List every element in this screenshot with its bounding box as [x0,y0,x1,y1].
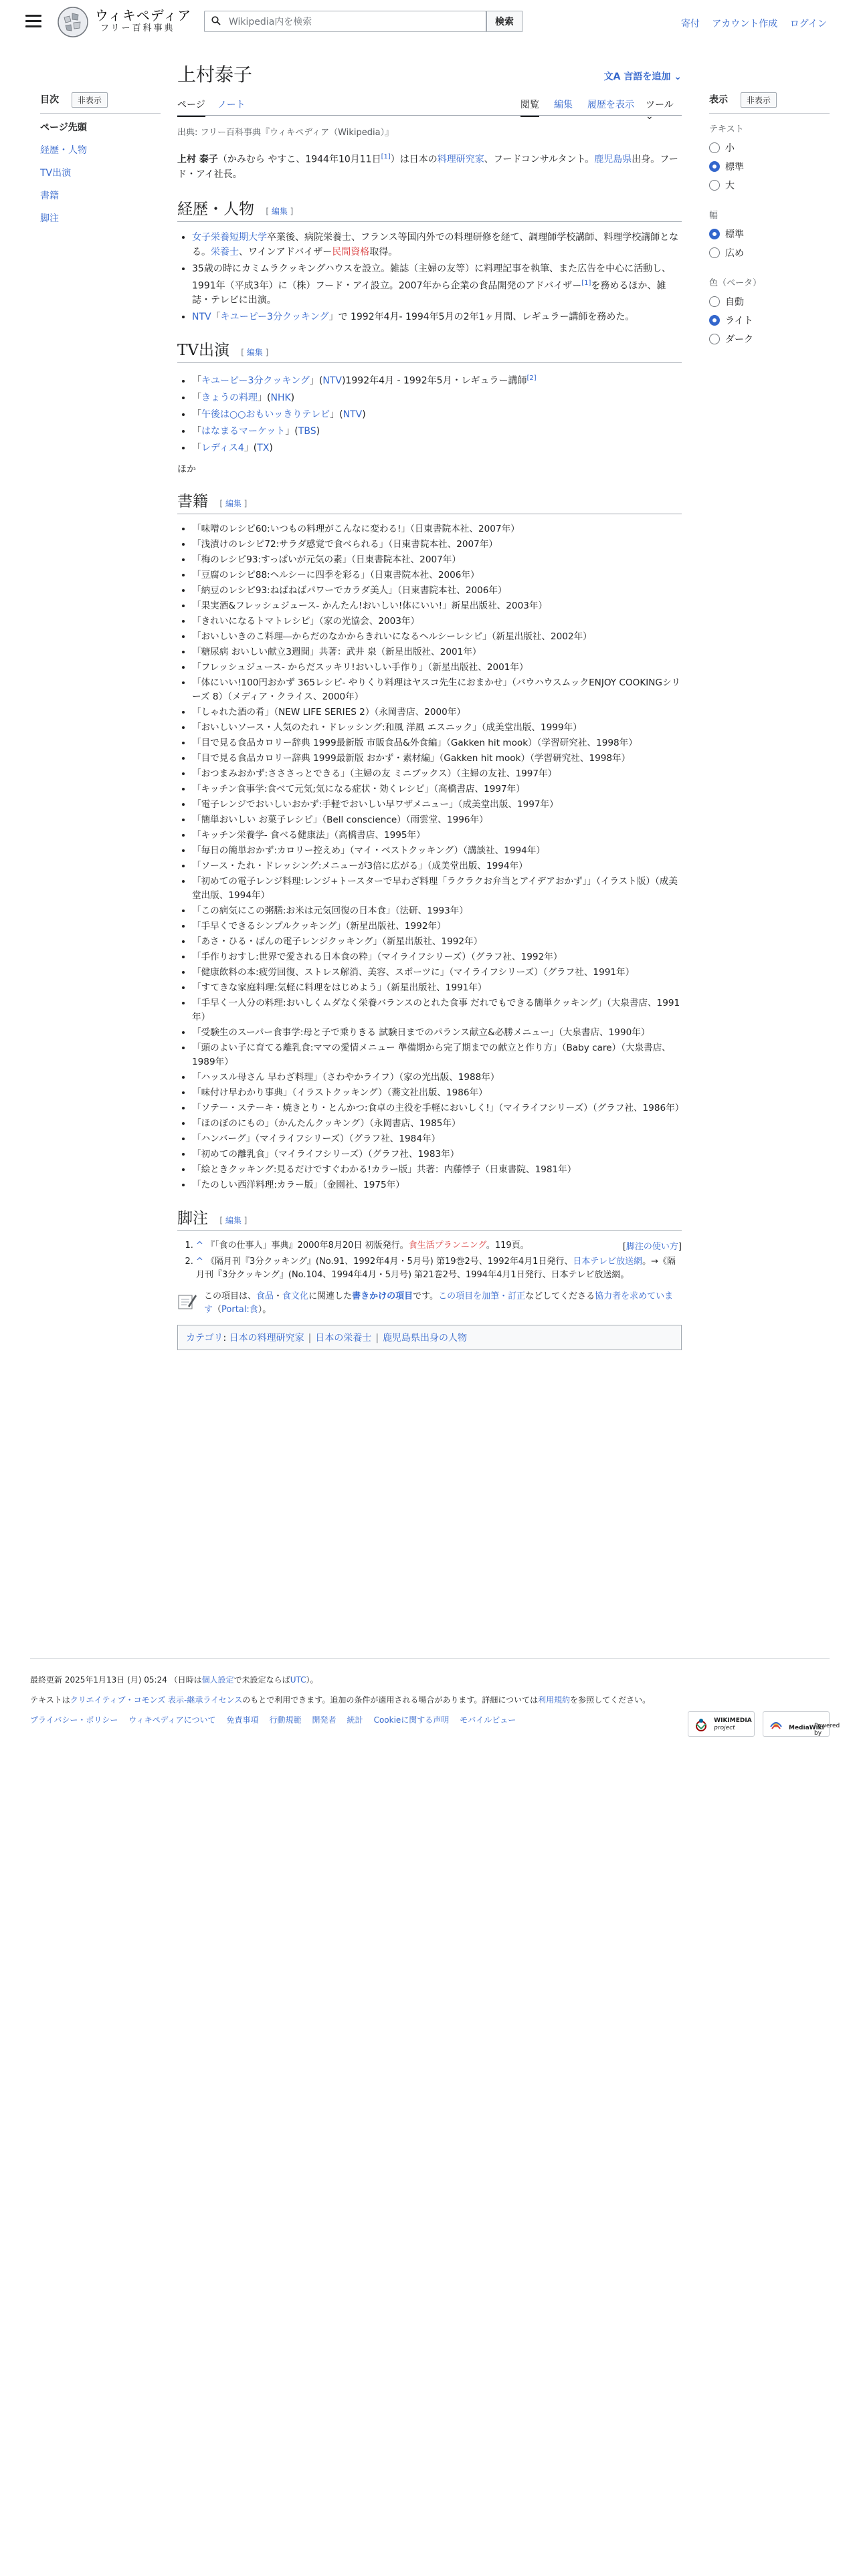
chevron-down-icon: ⌄ [646,111,654,122]
search-button[interactable]: 検索 [486,11,522,32]
toc-item-career[interactable]: 経歴・人物 [40,145,87,156]
color-label: 色（ベータ） [709,278,762,288]
tab-talk[interactable]: ノート [217,100,246,110]
category-links: カテゴリ: 日本の料理研究家 | 日本の栄養士 | 鹿児島県出身の人物 [177,1325,682,1350]
footer-link[interactable]: モバイルビュー [460,1715,516,1725]
radio-icon [709,161,720,172]
wikipedia-wordmark[interactable] [95,8,191,34]
tv-network-link[interactable]: TX [257,442,270,453]
tab-tools[interactable] [646,98,682,122]
footer-link[interactable]: 行動規範 [269,1715,302,1725]
footnote-help-link[interactable]: [脚注の使い方] [622,1241,682,1252]
toc-title: 目次 [40,94,59,106]
radio-icon [709,142,720,153]
book-list-item: • 「ハッスル母さん 早わざ料理」（さわやかライフ）（家の光出版、1988年） [192,1071,682,1085]
source-note: 出典: フリー百科事典『ウィキペディア（Wikipedia）』 [177,128,394,138]
footer-link[interactable]: 免責事項 [226,1715,259,1725]
width-option[interactable] [709,243,830,262]
tv-list-item: • 「きょうの料理」(NHK) [192,391,682,405]
tv-program-link[interactable]: レディス4 [201,442,244,453]
tv-after-note: ほか [177,463,196,475]
books-list [192,522,682,1192]
list-item: • 35歳の時にカミムラクッキングハウスを設立。雑誌（主婦の友等）に料理記事を執筆、また広告を中心に活動し、1991年（平成3年）に（株）フード・アイ設立。2007年から企業の食品開発のアドバイザー[1]を務めるほか、雑誌・テレビに出演。 [192,261,682,308]
page-tabs [177,92,682,122]
section-edit-link[interactable]: [ 編集 ] [266,206,294,216]
color-option-label: ライト [725,316,753,326]
link-cooking-researcher[interactable]: 料理研究家 [437,154,484,165]
wikimedia-icon [694,1717,708,1732]
user-links [672,17,827,30]
tv-network-link[interactable]: TBS [298,425,316,437]
tools-label: ツール [646,100,674,110]
create-account-link[interactable]: アカウント作成 [712,19,778,29]
tab-read[interactable]: 閲覧 [520,98,539,117]
book-list-item: • 「ハンバーグ」（マイライフシリーズ）（グラフ社、1984年） [192,1132,682,1146]
book-list-item: • 「果実酒&フレッシュジュース- かんたん!おいしい!体にいい!」新星出版社、2003年） [192,599,682,613]
stub-notice: この項目は、食品・食文化に関連した書きかけの項目です。この項目を加筆・訂正などしてくださる協力者を求めています（Portal:食）。 [177,1290,682,1317]
tv-list-item: • 「レディス4」(TX) [192,441,682,455]
toc-item-tv[interactable]: TV出演 [40,168,72,179]
text-size-option-label: 大 [725,181,735,191]
tv-network-link[interactable]: NTV [343,409,363,420]
footer-link[interactable]: Cookieに関する声明 [373,1715,450,1725]
tv-program-link[interactable]: キユーピー3分クッキング [201,375,310,387]
book-list-item: • 「おつまみおかず:さささっとできる」（主婦の友 ミニブックス）（主婦の友社、1997年） [192,767,682,781]
radio-icon [709,229,720,239]
radio-icon [709,247,720,258]
toc-item-top[interactable]: ページ先頭 [40,122,87,133]
tv-network-link[interactable]: NHK [270,392,291,403]
last-edited: 最終更新 2025年1月13日 (月) 05:24 （日時は個人設定で未設定ならばUTC）。 [30,1675,318,1685]
book-list-item: • 「初めての離乳食」（マイライフシリーズ）（グラフ社、1983年） [192,1148,682,1162]
color-option[interactable] [709,330,830,348]
width-option-label: 広め [725,248,744,259]
table-of-contents [40,92,161,234]
wikipedia-globe-logo[interactable] [56,5,90,39]
width-label: 幅 [709,211,719,221]
book-list-item: • 「おいしいきのこ料理―からだのなかからきれいになるヘルシーレシピ」（新星出版社、2002年） [192,630,682,644]
mediawiki-icon [769,1717,783,1732]
radio-icon [709,315,720,326]
book-list-item: • 「ソテー・ステーキ・焼きとり・とんかつ:食卓の主役を手軽においしく!」（マイライフシリーズ）（グラフ社、1986年） [192,1101,682,1115]
tv-program-link[interactable]: 午後は○○おもいッきりテレビ [201,409,330,420]
color-option[interactable] [709,292,830,311]
book-list-item: • 「受験生のスーパー食事学:母と子で乗りきる 試験日までのパランス献立&必勝メニュー」（大泉書店、1990年） [192,1026,682,1040]
book-list-item: • 「豆腐のレシピ88:ヘルシーに四季を彩る」（日東書院本社、2006年） [192,568,682,582]
list-item: • NTV「キユーピー3分クッキング」で 1992年4月- 1994年5月の2年1ヶ月間、レギュラー講師を務めた。 [192,310,682,324]
category-label-link[interactable]: カテゴリ [186,1332,223,1344]
appearance-divider [709,113,830,114]
radio-icon [709,334,720,344]
width-group [709,208,830,262]
book-list-item: • 「すてきな家庭料理:気軽に料理をはじめよう」（新星出版社、1991年） [192,981,682,995]
book-list-item: • 「手作りおすし:世界で愛される日本食の粋」（マイライフシリーズ）（グラフ社、1992年） [192,950,682,964]
book-list-item: • 「手早くできるシンプルクッキング」（新星出版社、1992年） [192,920,682,934]
subject-name: 上村 泰子 [177,154,218,165]
footer-link[interactable]: 開発者 [312,1715,337,1725]
ref-backlink[interactable]: ^ [196,1256,203,1267]
section-heading-notes: 脚注 [ 編集 ] [177,1206,682,1231]
ref-link[interactable]: [1] [581,279,591,287]
translate-icon: 文A [603,72,624,82]
book-list-item: • 「糖尿病 おいしい献立3週間」共著：武井 泉（新星出版社、2001年） [192,645,682,659]
search-input[interactable] [227,13,484,31]
book-list-item: • 「頭のよい子に育てる離乳食:ママの愛情メニュー 準備期から完了期までの献立と作り方」（Baby care）（大泉書店、1989年） [192,1041,682,1069]
book-list-item: • 「おいしいソース・人気のたれ・ドレッシング:和風 洋風 エスニック」（成美堂出版、1999年） [192,721,682,735]
text-size-option[interactable] [709,176,830,195]
ref-backlink[interactable]: ^ [196,1240,203,1251]
book-list-item: • 「フレッシュジュース- からだスッキリ!おいしい手作り」（新星出版社、2001年） [192,661,682,675]
license-notice: テキストはクリエイティブ・コモンズ 表示-継承ライセンスのもとで利用できます。追加の条件が適用される場合があります。詳細については利用規約を参照してください。 [30,1695,651,1705]
text-size-option[interactable] [709,138,830,157]
page-title: 上村泰子 [177,64,253,86]
text-size-group [709,122,830,195]
book-list-item: • 「目で見る食品カロリー辞典 1999最新版 おかず・素材編」（Gakken hit mook）（学習研究社、1998年） [192,752,682,766]
page-footer [30,1658,840,1737]
tab-page[interactable]: ページ [177,98,205,117]
book-list-item: • 「あさ・ひる・ばんの電子レンジクッキング」（新星出版社、1992年） [192,935,682,949]
book-list-item: • 「キッチン栄養学- 食べる健康法」（高橋書店、1995年） [192,829,682,843]
login-link[interactable]: ログイン [789,19,827,29]
footer-link[interactable]: ウィキペディアについて [128,1715,216,1725]
radio-icon [709,296,720,307]
text-size-option-label: 標準 [725,162,744,173]
appearance-title: 表示 [709,94,728,106]
book-list-item: • 「電子レンジでおいしいおかず:手軽でおいしい早ワザメニュー」（成美堂出版、1997年） [192,798,682,812]
text-size-option-label: 小 [725,143,735,154]
footer-link[interactable]: 統計 [347,1715,363,1725]
book-list-item: • 「ほのぼのにもの」（かんたんクッキング）（永岡書店、1985年） [192,1117,682,1131]
section-heading-tv: TV出演 [ 編集 ] [177,338,682,363]
main-content [177,60,682,1350]
add-language-button[interactable] [604,70,682,83]
book-list-item: • 「キッチン食事学:食べて元気;気になる症状・効くレシピ」（高橋書店、1997年） [192,782,682,796]
reference-item: 1. ^ 『「食の仕事人」事典』2000年8月20日 初版発行。食生活プランニング。119頁。 [196,1239,682,1253]
book-list-item: • 「簡単おいしい お菓子レシピ」（Bell conscience）（雨雲堂、1996年） [192,813,682,827]
color-option[interactable] [709,311,830,330]
book-list-item: • 「味噌のレシピ60:いつもの料理がこんなに変わる!」（日東書院本社、2007年） [192,522,682,536]
book-list-item: • 「絵ときクッキング:見るだけですぐわかる!カラー版」共著：内藤悸子（日東書院、1981年） [192,1163,682,1177]
book-list-item: • 「健康飲料の本:疲労回復、ストレス解消、美容、スポーツに」（マイライフシリーズ）（グラフ社、1991年） [192,966,682,980]
tv-program-link[interactable]: きょうの料理 [201,392,258,403]
section-heading-books: 書籍 [ 編集 ] [177,489,682,514]
ref-link[interactable]: [1] [381,153,391,160]
career-list [192,230,682,325]
color-option-label: 自動 [725,297,744,308]
book-list-item: • 「目で見る食品カロリー辞典 1999最新版 市販食品&外食編」（Gakken hit mook）（学習研究社、1998年） [192,736,682,750]
book-list-item: • 「ソース・たれ・ドレッシング:メニューが3倍に広がる」（成美堂出版、1994年） [192,859,682,873]
lead-paragraph: 上村 泰子（かみむら やすこ、1944年10月11日[1]）は日本の料理研究家、フードコンサルタント。鹿児島県出身。フード・アイ社長。 [177,153,678,180]
book-list-item: • 「しゃれた酒の肴」（NEW LIFE SERIES 2）（永岡書店、2000年） [192,706,682,720]
appearance-hide-button[interactable]: 非表示 [741,92,777,108]
color-option-label: ダーク [725,334,753,345]
category-link[interactable]: 鹿児島県出身の人物 [383,1332,468,1344]
tab-history[interactable]: 履歴を表示 [587,100,634,110]
book-list-item: • 「梅のレシピ93:すっぱいが元気の素」（日東書院本社、2007年） [192,553,682,567]
section-edit-link[interactable]: [ 編集 ] [241,348,269,358]
book-list-item: • 「浅漬けのレシピ72:サラダ感覚で食べられる」（日東書院本社、2007年） [192,538,682,552]
book-list-item: • 「納豆のレシピ93:ねばねばパワーでカラダ美人」（日東書院本社、2006年） [192,584,682,598]
main-menu-icon[interactable] [25,15,41,28]
list-item: • 女子栄養短期大学卒業後、病院栄養士、フランス等国内外での料理研修を経て、調理師学校講師、料理学校講師となる。栄養士、ワインアドバイザー民間資格取得。 [192,230,682,259]
radio-icon [709,180,720,191]
tv-network-link[interactable]: NTV [322,375,343,387]
tv-list-item: • 「はなまるマーケット」(TBS) [192,424,682,439]
category-link[interactable]: 日本の栄養士 [315,1332,372,1344]
link-kagoshima[interactable]: 鹿児島県 [594,154,632,165]
book-list-item: • 「体にいい!100円おかず 365レシピ- やりくり料理はヤスコ先生におまかせ」（バウハウスムックENJOY COOKINGシリーズ 8）（メディア・クライス、2000年） [192,676,682,704]
width-option[interactable] [709,225,830,243]
width-option-label: 標準 [725,229,744,240]
tv-list [192,371,682,455]
tab-edit[interactable]: 編集 [554,100,573,110]
appearance-panel [709,92,830,362]
book-list-item: • 「たのしい西洋料理:カラー版」（金園社、1975年） [192,1178,682,1192]
footer-link[interactable]: プライバシー・ポリシー [30,1715,118,1725]
tv-list-item: • 「キユーピー3分クッキング」(NTV)1992年4月 - 1992年5月・レギュラー講師[2] [192,371,682,389]
chevron-down-icon: ⌄ [670,72,682,82]
text-size-label: テキスト [709,124,744,134]
book-list-item: • 「味付け早わかり事典」（イラストクッキング）（蕎文社出版、1986年） [192,1086,682,1100]
category-link[interactable]: 日本の料理研究家 [229,1332,304,1344]
book-list-item: • 「手早く一人分の料理:おいしくムダなく栄養バランスのとれた食事 だれでもできる簡単クッキング」（大泉書店、1991年） [192,996,682,1025]
wordmark-tagline: フリー百科事典 [100,23,175,33]
search-icon [211,16,221,25]
wikimedia-badge[interactable]: WIKIMEDIA project [688,1711,755,1737]
donate-link[interactable]: 寄付 [680,19,700,29]
toc-item-notes[interactable]: 脚注 [40,213,59,224]
tv-list-item: • 「午後は○○おもいッきりテレビ」(NTV) [192,407,682,422]
color-group [709,276,830,348]
reference-item: 2. ^ 《隔月刊『3分クッキング』(No.91、1992年4月・5月号) 第19巻2号、1992年4月1日発行、日本テレビ放送網。→《隔月刊『3分クッキング』(No.104、1994年4月・5月号) 第21巻2号、1994年4月1日発行、日本テレビ放送網。 [196,1255,682,1282]
text-size-option[interactable] [709,157,830,176]
toc-item-books[interactable]: 書籍 [40,191,59,201]
toc-divider [40,113,161,114]
tv-program-link[interactable]: はなまるマーケット [201,425,286,437]
pencil-icon [177,1291,197,1311]
section-heading-career: 経歴・人物 [ 編集 ] [177,197,682,222]
section-edit-link[interactable]: [ 編集 ] [219,1215,248,1225]
book-list-item: • 「毎日の簡単おかず:カロリー控えめ」（マイ・ベストクッキング）（講談社、1994年） [192,844,682,858]
toc-hide-button[interactable]: 非表示 [72,92,108,108]
book-list-item: • 「初めての電子レンジ料理:レンジ+トースターで早わざ料理「ラクラクお弁当とアイデアおかず」」（イラスト版）（成美堂出版、1994年） [192,875,682,903]
search-box [204,11,486,32]
ref-link[interactable]: [2] [527,374,537,383]
section-edit-link[interactable]: [ 編集 ] [219,498,248,508]
add-language-label: 言語を追加 [624,72,671,82]
book-list-item: • 「きれいになるトマトレシピ」（家の光協会、2003年） [192,615,682,629]
wordmark-title: ウィキペディア [95,7,192,23]
site-header [0,0,859,47]
mediawiki-badge[interactable]: Powered by MediaWiki [763,1711,830,1737]
references-list [196,1239,682,1282]
book-list-item: • 「この病気にこの粥膳:お米は元気回復の日本食」（法研、1993年） [192,904,682,918]
